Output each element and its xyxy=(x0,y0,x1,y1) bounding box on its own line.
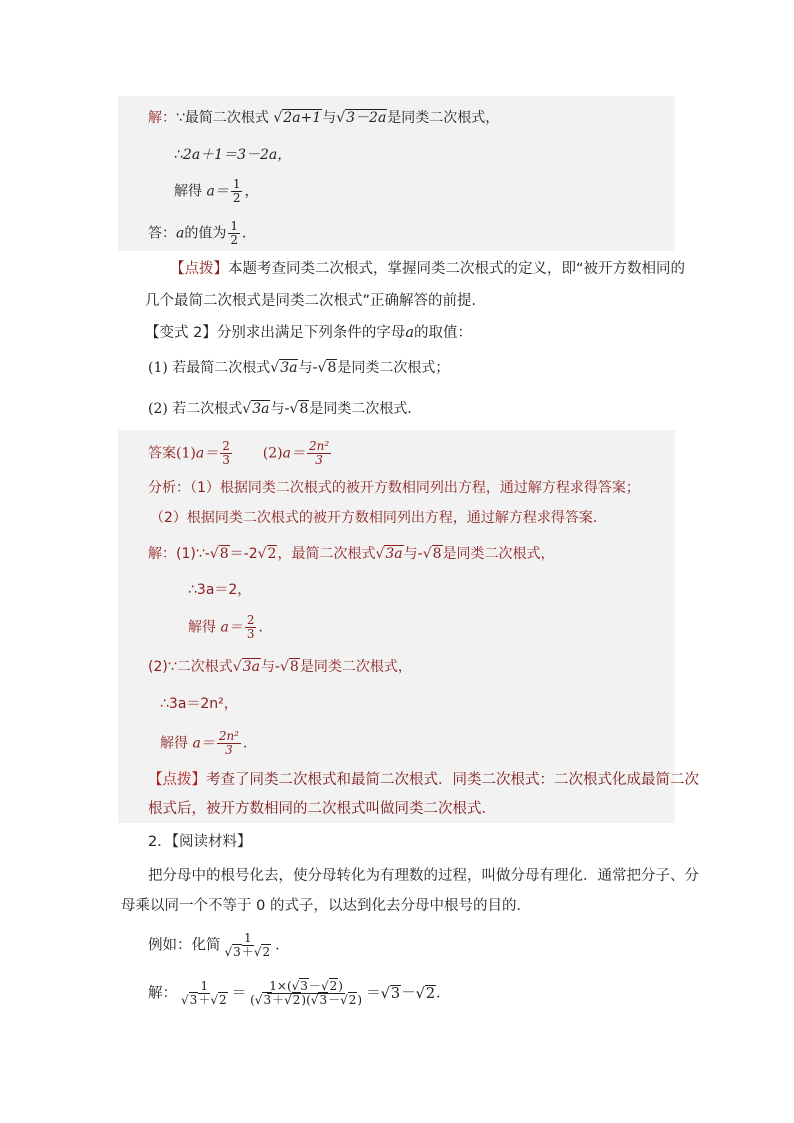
answer-label: 答案 xyxy=(148,445,176,462)
radicand: 2 xyxy=(218,993,227,1007)
tip-tag: 【点拨】 xyxy=(170,261,228,277)
label: 解： xyxy=(148,985,177,1002)
text: 解：(1)∵- xyxy=(148,546,210,562)
sqrt-3a: √3a xyxy=(232,659,260,675)
sqrt-2: √2 xyxy=(257,546,277,562)
denominator: 2 xyxy=(230,233,238,247)
ex1-solution-line xyxy=(148,108,499,128)
text: ． xyxy=(258,619,273,636)
radicand: 2 xyxy=(262,945,271,959)
sqrt-3: √3 xyxy=(310,993,328,1007)
denominator xyxy=(179,994,230,1007)
text: 若最简二次根式 xyxy=(172,360,271,376)
reading-example xyxy=(148,932,290,959)
text: 是同类二次根式， xyxy=(387,110,500,126)
text: 与- xyxy=(260,659,280,675)
label: 答： xyxy=(148,225,176,242)
text: ，最简二次根式 xyxy=(277,546,376,562)
radicand: 3 xyxy=(189,993,198,1007)
denominator: 3 xyxy=(222,453,230,467)
var: a＝ xyxy=(206,183,229,200)
text: ， xyxy=(244,183,259,200)
text: 与- xyxy=(403,546,423,562)
fraction-2-3 xyxy=(220,440,232,467)
text: 解得 xyxy=(160,735,188,752)
sqrt-3: √3 xyxy=(224,945,241,959)
sol2-2-line xyxy=(148,657,412,677)
sol2-2-result xyxy=(160,730,257,757)
numerator: 1 xyxy=(200,979,209,993)
numerator: 1 xyxy=(230,219,238,233)
text: 的取值： xyxy=(414,325,472,341)
text: 母乘以同一个不等于 0 的式子，以达到化去分母中根号的目的． xyxy=(121,898,531,914)
ans2-line xyxy=(148,440,333,467)
text: 是同类二次根式， xyxy=(442,546,555,562)
text: (2)∵二次根式 xyxy=(148,659,233,675)
radicand: 2 xyxy=(425,985,436,1002)
sqrt-2: √2 xyxy=(284,993,301,1007)
fraction-middle xyxy=(248,980,364,1007)
text: ． xyxy=(242,225,256,242)
numerator: 2n² xyxy=(218,729,239,743)
fraction-half xyxy=(231,178,243,205)
radicand: 3 xyxy=(300,979,308,993)
radicand: 2a+1 xyxy=(283,110,322,126)
sqrt-2: √2 xyxy=(210,993,227,1007)
sqrt-3: √3 xyxy=(380,985,401,1002)
radicand: 3 xyxy=(263,993,272,1007)
ex1-equation xyxy=(174,145,291,165)
text: 与 xyxy=(322,110,337,126)
equation: ∴3a＝2n²， xyxy=(160,696,238,712)
sqrt-2: √2 xyxy=(253,945,271,959)
sqrt-2: √2 xyxy=(340,993,357,1007)
label: (2) xyxy=(148,401,168,417)
sqrt-3a: √3a xyxy=(375,546,403,562)
radicand: 8 xyxy=(299,401,309,417)
fraction-2n2-3 xyxy=(307,440,331,467)
numerator: 1 xyxy=(243,931,252,945)
reading-tag: 【阅读材料】 xyxy=(171,834,252,850)
text: 例如：化简 xyxy=(148,937,221,954)
sqrt-8: √8 xyxy=(280,659,299,675)
fraction-2n2-3 xyxy=(217,730,241,757)
radicand: 8 xyxy=(289,659,299,675)
sqrt-2: √2 xyxy=(320,979,338,993)
sqrt-2: √2 xyxy=(415,985,436,1002)
text: 解得 xyxy=(174,183,202,200)
sol2-1-result xyxy=(188,614,272,641)
radicand: 2 xyxy=(267,546,277,562)
tip2-line1 xyxy=(148,770,699,790)
fraction-2-3 xyxy=(245,614,257,641)
text: ． xyxy=(275,937,290,954)
sqrt-3: √3 xyxy=(291,979,308,993)
text: ． xyxy=(436,985,451,1002)
text: 把分母中的根号化去，使分母转化为有理数的过程，叫做分母有理化．通常把分子、分 xyxy=(148,868,699,884)
var: a＝ xyxy=(192,735,215,752)
radicand: 3－2a xyxy=(346,110,387,126)
sqrt-3: √3 xyxy=(181,993,198,1007)
radicand: 2 xyxy=(329,979,338,993)
numerator: 1 xyxy=(232,177,241,191)
text: 根式后，被开方数相同的二次根式叫做同类二次根式． xyxy=(148,801,496,817)
sqrt-8: √8 xyxy=(209,546,229,562)
text: ． xyxy=(243,735,257,752)
text: ＝-2 xyxy=(229,546,258,562)
sol2-1-eq xyxy=(188,580,251,600)
analysis-line1 xyxy=(148,478,640,498)
text: 是同类二次根式， xyxy=(299,659,412,675)
tip-tag: 【点拨】 xyxy=(148,772,206,788)
analysis-line2 xyxy=(150,508,607,528)
sqrt-8: √8 xyxy=(422,546,442,562)
text: 分别求出满足下列条件的字母 xyxy=(216,325,406,341)
variant-tag: 【变式 2】 xyxy=(145,325,217,341)
sqrt-8: √8 xyxy=(317,360,337,376)
label: 解： xyxy=(148,110,176,126)
reading-heading xyxy=(148,832,251,852)
radicand: 3 xyxy=(233,945,241,959)
text: 的值为 xyxy=(184,225,227,242)
therefore-symbol: ∴ xyxy=(174,147,183,163)
text: 与- xyxy=(270,401,290,417)
var: a＝ xyxy=(195,445,219,462)
plus: ＋ xyxy=(241,945,254,959)
sqrt-3a: √3a xyxy=(270,360,298,376)
label: (1) xyxy=(176,445,196,462)
text: 最简二次根式 xyxy=(184,110,269,126)
ex1-answer xyxy=(148,220,256,247)
denominator: 3 xyxy=(225,743,233,757)
radicand: 8 xyxy=(327,360,337,376)
sqrt-2a-plus-1: √2a+1 xyxy=(273,110,322,126)
sol2-2-eq xyxy=(160,694,238,714)
denominator xyxy=(223,946,274,959)
minus: － xyxy=(401,985,416,1002)
var: a＝ xyxy=(282,445,305,462)
text: 若二次根式 xyxy=(172,401,243,417)
sol2-1-line xyxy=(148,544,555,564)
reading-p1 xyxy=(148,866,699,886)
equals: ＝ xyxy=(366,985,381,1002)
fraction-half xyxy=(228,220,240,247)
text: 与- xyxy=(298,360,318,376)
question-number: 2． xyxy=(148,834,172,850)
tip1-line1 xyxy=(170,259,685,279)
radicand: 3 xyxy=(390,985,401,1002)
radicand: 3a xyxy=(280,360,298,376)
equals: ＝ xyxy=(231,985,247,1002)
text: 分析：（1）根据同类二次根式的被开方数相同列出方程，通过解方程求得答案； xyxy=(148,480,640,496)
tip1-line2 xyxy=(145,291,486,311)
variant2-heading xyxy=(145,323,472,343)
radicand: 3a xyxy=(252,401,270,417)
radicand: 2 xyxy=(348,993,357,1007)
radicand: 3a xyxy=(242,659,260,675)
label: (2) xyxy=(262,445,283,462)
radicand: 3a xyxy=(385,546,403,562)
denominator: 3 xyxy=(315,453,323,467)
text: 考查了同类二次根式和最简二次根式．同类二次根式：二次根式化成最简二次 xyxy=(206,772,699,788)
plus: ＋ xyxy=(272,993,285,1007)
numerator: 2 xyxy=(222,439,230,453)
reading-solution xyxy=(148,980,451,1007)
sqrt-3-minus-2a: √3－2a xyxy=(336,110,387,126)
variant2-q2 xyxy=(148,399,421,419)
equation: 2a＋1＝3－2a， xyxy=(182,147,292,163)
denominator: 3 xyxy=(246,627,255,641)
ex1-result xyxy=(174,178,258,205)
text: 是同类二次根式； xyxy=(337,360,450,376)
denominator: 2 xyxy=(232,191,241,205)
radicand: 2 xyxy=(292,993,301,1007)
radicand: 3 xyxy=(319,993,328,1007)
sqrt-3a: √3a xyxy=(242,401,270,417)
numerator: 2n² xyxy=(308,439,330,453)
text: 几个最简二次根式是同类二次根式”正确解答的前提． xyxy=(145,293,487,309)
equation: ∴3a＝2， xyxy=(188,582,252,598)
variant2-q1 xyxy=(148,358,449,378)
fraction-left xyxy=(179,980,230,1007)
text: （2）根据同类二次根式的被开方数相同列出方程，通过解方程求得答案． xyxy=(150,510,607,526)
text: 本题考查同类二次根式，掌握同类二次根式的定义，即“被开方数相同的 xyxy=(228,261,686,277)
radicand: 8 xyxy=(219,546,229,562)
var: a xyxy=(405,325,414,341)
var: a＝ xyxy=(220,619,243,636)
var: a xyxy=(176,225,185,242)
minus: － xyxy=(308,979,321,993)
fraction-1-over-sqrt3-plus-sqrt2 xyxy=(223,932,274,959)
reading-p2 xyxy=(121,896,531,916)
because-symbol: ∵ xyxy=(176,110,185,126)
text: 1×( xyxy=(269,979,292,993)
plus: ＋ xyxy=(198,993,211,1007)
minus: － xyxy=(328,993,341,1007)
numerator: 1×(√3－√2) xyxy=(269,979,343,993)
tip2-line2 xyxy=(148,799,496,819)
numerator: 2 xyxy=(246,613,255,627)
sqrt-3: √3 xyxy=(254,993,272,1007)
label: (1) xyxy=(148,360,168,376)
denominator: (√3＋√2)(√3－√2) xyxy=(250,993,363,1007)
text: 解得 xyxy=(188,619,216,636)
sqrt-8: √8 xyxy=(289,401,309,417)
text: 是同类二次根式． xyxy=(309,401,422,417)
radicand: 8 xyxy=(432,546,442,562)
